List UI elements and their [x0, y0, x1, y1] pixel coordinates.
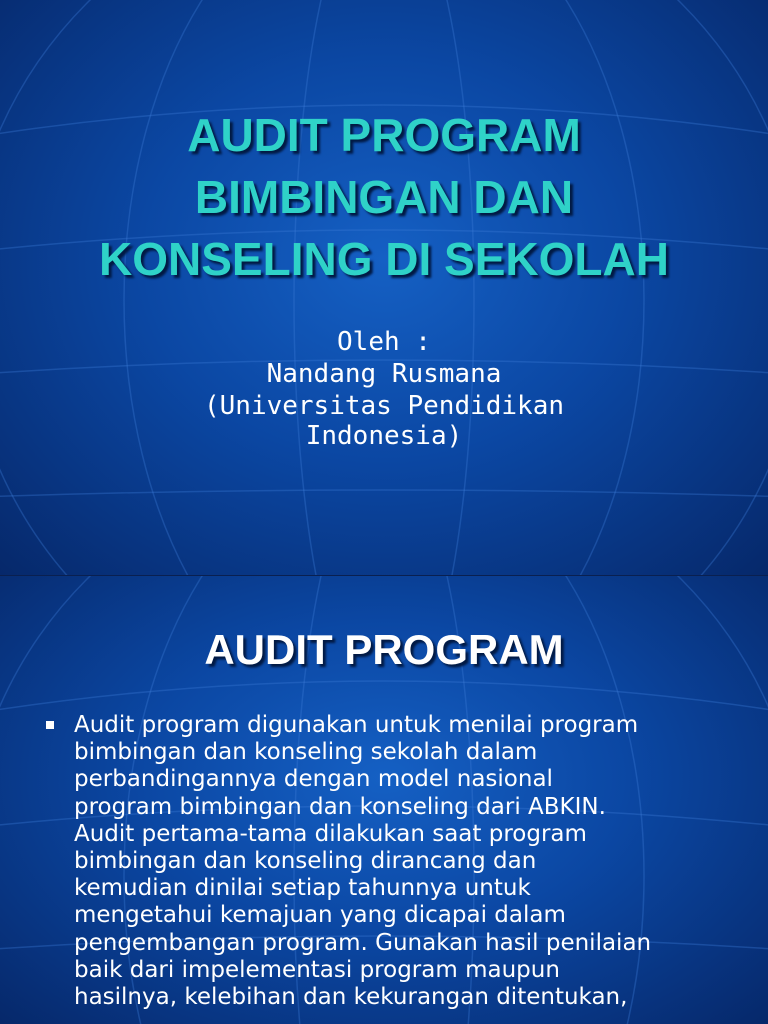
title-line: KONSELING DI SEKOLAH [99, 233, 669, 285]
bullet-line: bimbingan dan konseling dirancang dan [74, 848, 537, 875]
bullet-line: perbandingannya dengan model nasional [74, 766, 553, 793]
bullet-line: Audit pertama-tama dilakukan saat program [74, 820, 587, 847]
subtitle-line: Nandang Rusmana [266, 359, 502, 389]
square-bullet-icon [46, 721, 54, 729]
bullet-line: baik dari impelementasi program maupun [74, 956, 560, 983]
bullet-line: program bimbingan dan konseling dari ABKIN. [74, 793, 606, 820]
bullet-line: pengembangan program. Gunakan hasil penilaian [74, 929, 652, 956]
bullet-line: Audit program digunakan untuk menilai program [74, 712, 639, 738]
bullet-line: kemudian dinilai setiap tahunnya untuk [74, 875, 531, 902]
slide-2-bullet-list [44, 712, 744, 1011]
title-line: AUDIT PROGRAM [187, 109, 581, 161]
slide-1-subtitle [0, 326, 768, 450]
bullet-line: hasilnya, kelebihan dan kekurangan ditentukan, [74, 984, 628, 1011]
bullet-item [44, 712, 744, 1011]
slide-1-title [0, 104, 768, 290]
subtitle-line: Oleh : [337, 327, 431, 357]
slide-2-title: AUDIT PROGRAM [204, 626, 564, 673]
subtitle-line: (Universitas Pendidikan [203, 391, 565, 421]
title-line: BIMBINGAN DAN [194, 171, 574, 223]
bullet-line: mengetahui kemajuan yang dicapai dalam [74, 902, 566, 929]
subtitle-line: Indonesia) [305, 421, 463, 451]
bullet-line: bimbingan dan konseling sekolah dalam [74, 739, 538, 766]
